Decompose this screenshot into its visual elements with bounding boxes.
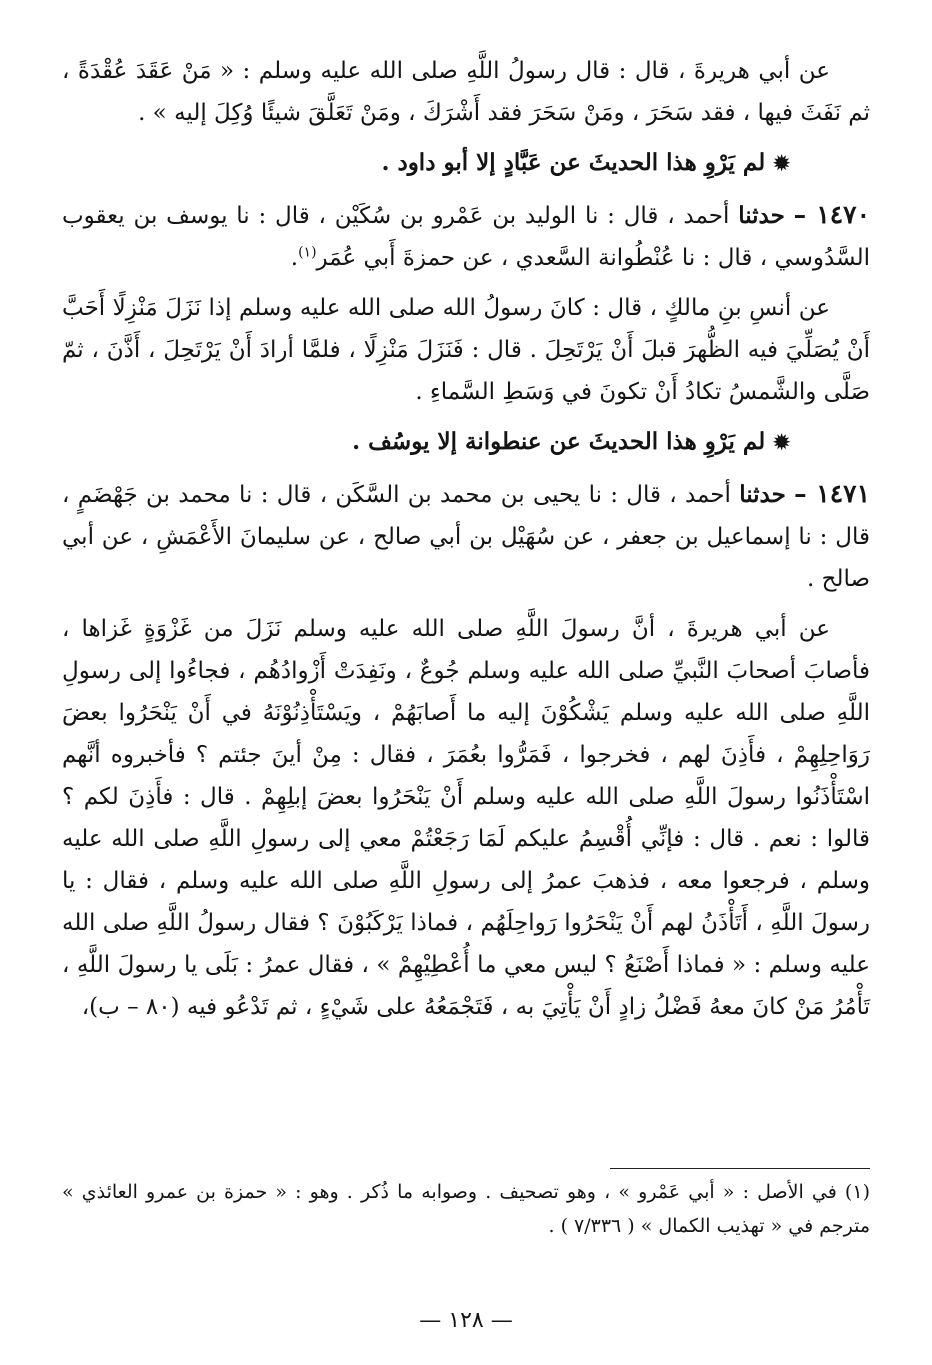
hadith-chain-end: . (290, 245, 299, 271)
body-text (62, 50, 870, 1028)
star-icon: ✹ (773, 430, 790, 454)
hadith-chain-text: أحمد ، قال : نا يحيى بن محمد بن السَّكَن ، قال : نا محمد بن جَهْضَمٍ ، قال : نا إسماعيل بن جعفر ، عن سُهَيْل بن أبي صالح ، عن سليمانَ الأَعْمَشِ ، عن أبي صالح . (62, 482, 870, 592)
hadith-opening-word: حدثنا (738, 202, 785, 229)
footnotes-section (62, 1168, 870, 1243)
hadith-chain (62, 194, 870, 279)
hadith-chain (62, 473, 870, 600)
hadith-text: عن أبي هريرةَ ، أنَّ رسولَ اللَّهِ صلى الله عليه وسلم نَزَلَ من غَزْوَةٍ غَزاها ، فأصابَ أصحابَ النَّبيِّ صلى الله عليه وسلم جُوعٌ ، ونَفِدَتْ أَزْوادُهُم ، فجاءُوا إلى رسولِ اللَّهِ صلى الله عليه وسلم يَشْكُوْنَ إليه ما أَصابَهُمْ ، ويَسْتَأْذِنُوْنَهُ في أَنْ يَنْحَرُوا بعضَ رَوَاحِلِهِمْ ، فأَذِنَ لهم ، فخرجوا ، فَمَرُّوا بعُمَرَ ، فقال : مِنْ أينَ جئتم ؟ فأخبروه أنَّهم اسْتَأْذَنُوا رسولَ اللَّهِ صلى الله عليه وسلم أَنْ يَنْحَرُوا بعضَ إبلِهِمْ . قال : فأَذِنَ لكم ؟ قالوا : نعم . قال : فإنِّي أُقْسِمُ عليكم لَمَا رَجَعْتُمْ معي إلى رسولِ اللَّهِ صلى الله عليه وسلم ، فرجعوا معه ، فذهبَ عمرُ إلى رسولِ اللَّهِ صلى الله عليه وسلم ، فقال : يا رسولَ اللَّهِ ، أَتَأْذَنُ لهم أَنْ يَنْحَرُوا رَواحِلَهُم ، فماذا يَرْكَبُوْنَ ؟ فقال رسولُ اللَّهِ صلى الله عليه وسلم : « فماذا أَصْنَعُ ؟ ليس معي ما أُعْطِيْهِمْ » ، فقال عمرُ : بَلَى يا رسولَ اللَّهِ ، تَأْمُرُ مَنْ كانَ معهُ فَضْلُ زادٍ أَنْ يَأْتِيَ به ، فَتَجْمَعُهُ على شَيْءٍ ، ثم تَدْعُو فيه (٨٠ – ب)، (62, 616, 870, 1020)
hadith-chain-text: أحمد ، قال : نا الوليد بن عَمْرو بن سُكَيْن ، قال : نا يوسف بن يعقوب السَّدُوسي ، قال : نا عُنْطُوانة السَّعدي ، عن حمزةَ أَبي عُمَر (62, 203, 870, 271)
note-text: لم يَرْوِ هذا الحديثَ عن عَبَّادٍ إلا أبو داود . (381, 149, 766, 176)
hadith-text: عن أنسِ بنِ مالكٍ ، قال : كانَ رسولُ الله صلى الله عليه وسلم إذا نَزَلَ مَنْزِلًا أَحَبَّ أَنْ يُصَلِّيَ فيه الظُّهرَ قبلَ أَنْ يَرْتَحِلَ . قال : فَنَزَلَ مَنْزِلًا ، فلمَّا أرادَ أَنْ يَرْتَحِلَ ، أَذَّنَ ، ثمّ صَلَّى والشَّمسُ تكادُ أَنْ تكونَ في وَسَطِ السَّماءِ . (62, 295, 870, 405)
narration-note (62, 142, 870, 184)
narration-note (62, 421, 870, 463)
footnote-divider (610, 1168, 870, 1169)
hadith-opening-word: حدثنا (739, 481, 786, 508)
footnote-reference[interactable]: (١) (298, 244, 317, 261)
note-text: لم يَرْوِ هذا الحديثَ عن عنطوانة إلا يوسُف . (352, 428, 766, 455)
hadith-number: ١٤٧٠ – (793, 200, 871, 229)
hadith-number: ١٤٧١ – (794, 479, 871, 508)
star-icon: ✹ (773, 151, 790, 175)
hadith-text: عن أبي هريرةَ ، قال : قال رسولُ اللَّهِ صلى الله عليه وسلم : « مَنْ عَقَدَ عُقْدَةً ، ثم نَفَثَ فيها ، فقد سَحَرَ ، ومَنْ سَحَرَ فقد أَشْرَكَ ، ومَنْ تَعَلَّقَ شيئًا وُكِلَ إليه » . (62, 58, 870, 126)
page-number: — ١٢٨ — (419, 1308, 513, 1333)
footnote-text: (١) في الأصل : « أبي عَمْرو » ، وهو تصحيف . وصوابه ما ذُكر . وهو : « حمزة بن عمرو العائذي » مترجم في « تهذيب الكمال » ( ٧/٣٣٦ ) . (62, 1181, 870, 1237)
